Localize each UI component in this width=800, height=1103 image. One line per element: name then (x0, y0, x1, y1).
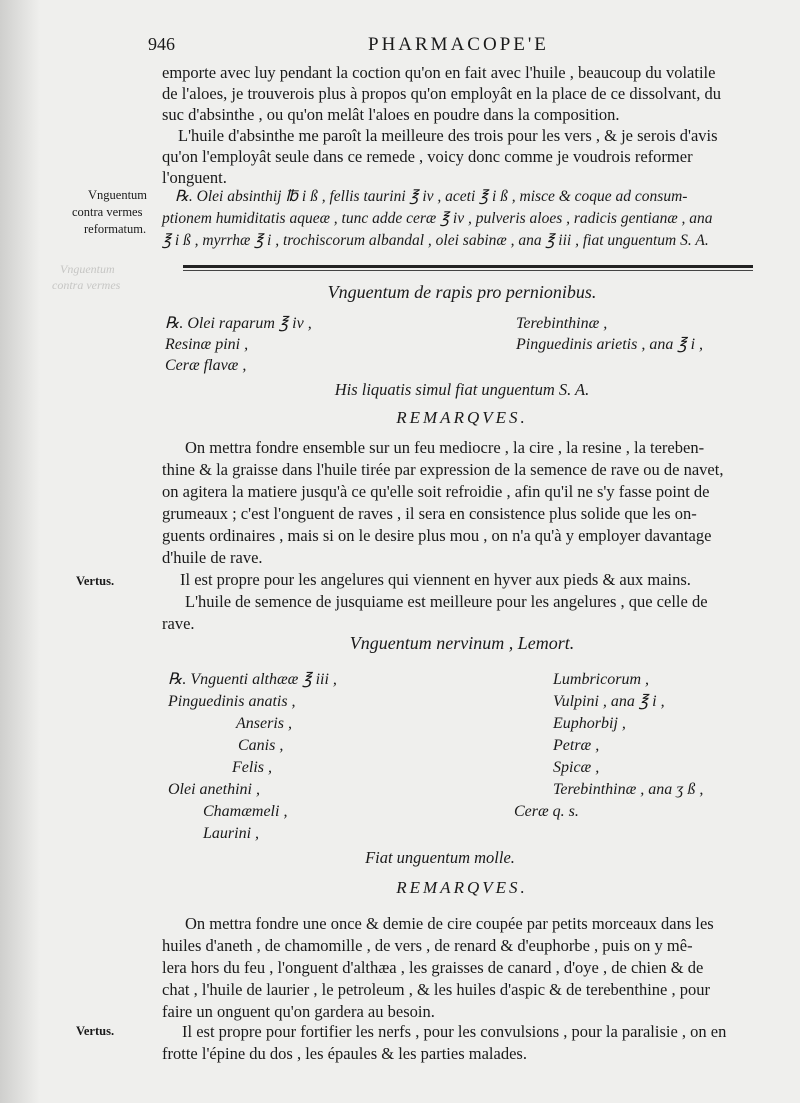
text-line: Il est propre pour les angelures qui viennent en hyver aux pieds & aux mains. (180, 570, 691, 589)
ingredient: Ceræ q. s. (514, 803, 579, 820)
section-title: Vnguentum nervinum , Lemort. (349, 633, 575, 653)
text-line: On mettra fondre une once & demie de cire coupée par petits morceaux dans les (185, 914, 714, 933)
ingredient: Euphorbij , (553, 715, 626, 732)
ingredient: Laurini , (203, 825, 260, 842)
text-line: On mettra fondre ensemble sur un feu mediocre , la cire , la resine , la tereben- (185, 438, 705, 457)
ingredient: Petræ , (553, 737, 600, 754)
ingredient: Spicæ , (553, 759, 600, 776)
ingredient: Pinguedinis anatis , (168, 693, 296, 710)
margin-note: reformatum. (84, 222, 147, 236)
section-rule-thin (183, 270, 753, 271)
recipe-closing: Fiat unguentum molle. (365, 848, 515, 867)
remarques-heading: REMARQVES. (396, 878, 528, 897)
ingredient: ℞. Olei raparum ℥ iv , (165, 315, 312, 332)
ingredient: Felis , (232, 759, 272, 776)
text-line: chat , l'huile de laurier , le petroleum , & les huiles d'aspic & de terebenthine , pour (162, 980, 710, 999)
ingredient: Pinguedinis arietis , ana ℥ i , (516, 336, 704, 353)
page-gutter-shadow (0, 0, 40, 1103)
margin-note-vertus: Vertus. (76, 574, 115, 588)
text-line: lera hors du feu , l'onguent d'althæa , les graisses de canard , d'oye , de chien & de (162, 958, 704, 977)
ingredient: Vulpini , ana ℥ i , (553, 693, 665, 710)
recipe-closing: His liquatis simul fiat unguentum S. A. (334, 380, 590, 399)
bleed-through-mark: contra vermes (52, 278, 121, 292)
ingredient: Terebinthinæ , ana ʒ ß , (553, 781, 704, 798)
section-rule (183, 265, 753, 268)
text-line: rave. (162, 614, 195, 633)
running-title: PHARMACOPE'E (368, 34, 549, 55)
bleed-through-mark: Vnguentum (60, 262, 115, 276)
ingredient: Resinæ pini , (165, 336, 249, 353)
ingredient: Olei anethini , (168, 781, 260, 798)
ingredient: Canis , (238, 737, 284, 754)
recipe-line: ptionem humiditatis aqueæ , tunc adde ceræ ℥ iv , pulveris aloes , radicis gentianæ , ana (162, 210, 713, 227)
section-title: Vnguentum de rapis pro pernionibus. (327, 282, 597, 302)
page-number: 946 (148, 34, 175, 54)
text-line: Il est propre pour fortifier les nerfs , pour les convulsions , pour la paralisie , on en (182, 1022, 727, 1041)
text-line: qu'on l'employât seule dans ce remede , voicy donc comme je voudrois reformer (162, 147, 693, 166)
remarques-heading: REMARQVES. (396, 408, 528, 427)
recipe-line: ℞. Olei absinthij ℔ i ß , fellis taurini ℥ iv , aceti ℥ i ß , misce & coque ad consum- (175, 188, 688, 205)
text-line: frotte l'épine du dos , les épaules & les parties malades. (162, 1044, 527, 1063)
text-line: emporte avec luy pendant la coction qu'on en fait avec l'huile , beaucoup du volatile (162, 63, 716, 82)
margin-note: contra vermes (72, 205, 143, 219)
text-line: de l'aloes, je trouverois plus à propos qu'on employât en la place de ce dissolvant, du (162, 84, 722, 103)
recipe-line: ℥ i ß , myrrhæ ℥ i , trochiscorum albandal , olei sabinæ , ana ℥ iii , fiat unguentum S. A. (162, 232, 709, 249)
text-line: L'huile d'absinthe me paroît la meilleure des trois pour les vers , & je serois d'avis (178, 126, 718, 145)
text-line: L'huile de semence de jusquiame est meilleure pour les angelures , que celle de (185, 592, 708, 611)
text-line: grumeaux ; c'est l'onguent de raves , il sera en consistence plus solide que les on- (162, 504, 697, 523)
ingredient: Terebinthinæ , (516, 315, 608, 332)
ingredient: Chamæmeli , (203, 803, 288, 820)
margin-note-vertus: Vertus. (76, 1024, 115, 1038)
text-line: huiles d'aneth , de chamomille , de vers , de renard & d'euphorbe , puis on y mê- (162, 936, 693, 955)
text-line: on agitera la matiere jusqu'à ce qu'elle soit refroidie , afin qu'il ne s'y fasse point de (162, 482, 710, 501)
text-line: d'huile de rave. (162, 548, 263, 567)
ingredient: ℞. Vnguenti althææ ℥ iii , (168, 671, 337, 688)
text-line: suc d'absinthe , ou qu'on melât l'aloes en poudre dans la composition. (162, 105, 620, 124)
text-line: guents ordinaires , mais si on le desire plus mou , on n'a qu'à y employer davantage (162, 526, 712, 545)
text-line: l'onguent. (162, 168, 227, 187)
ingredient: Ceræ flavæ , (165, 357, 247, 374)
margin-note: Vnguentum (88, 188, 148, 202)
text-line: thine & la graisse dans l'huile tirée par expression de la semence de rave ou de navet, (162, 460, 724, 479)
ingredient: Anseris , (236, 715, 292, 732)
text-line: faire un onguent qu'on gardera au besoin. (162, 1002, 435, 1021)
ingredient: Lumbricorum , (553, 671, 650, 688)
